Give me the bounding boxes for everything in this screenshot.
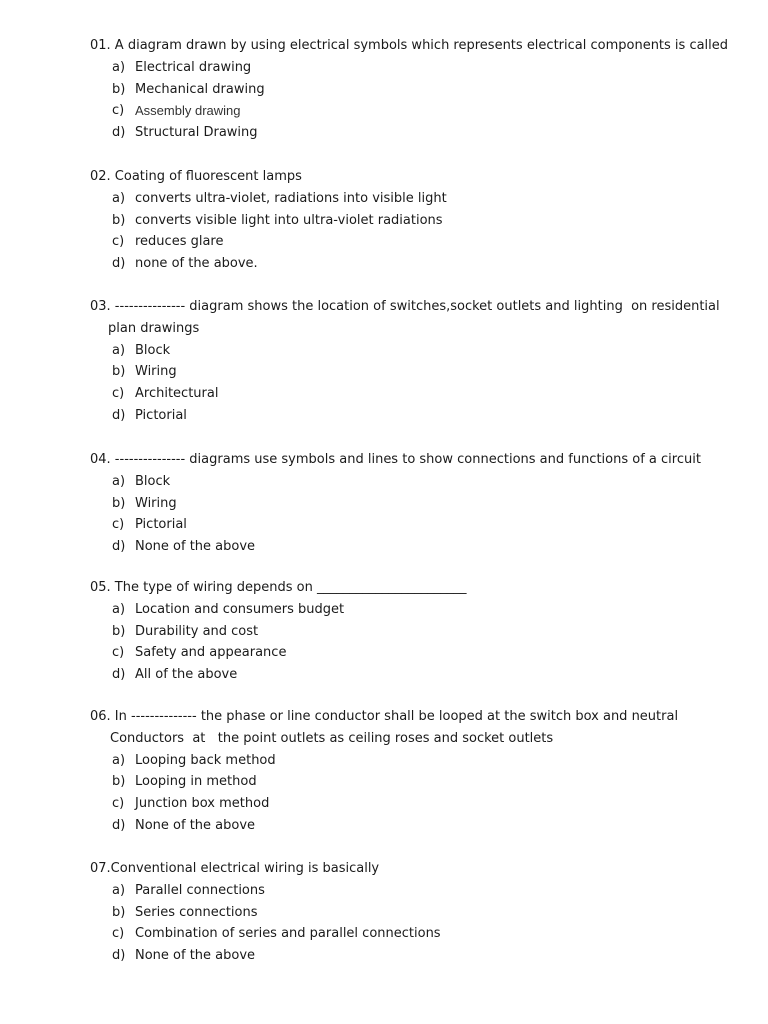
option-c bbox=[90, 100, 710, 122]
option-text: Parallel connections bbox=[135, 882, 265, 898]
option-text: Durability and cost bbox=[135, 623, 259, 639]
question-stem: 04. --------------- diagrams use symbols and lines to show connections and functions of a circuit bbox=[90, 452, 701, 467]
option-d bbox=[90, 253, 710, 275]
option-a bbox=[90, 57, 710, 79]
option-b bbox=[90, 79, 710, 101]
option-letter: a) bbox=[112, 882, 126, 898]
option-text: Block bbox=[135, 342, 171, 358]
option-text: none of the above. bbox=[135, 256, 258, 272]
option-text: None of the above bbox=[135, 539, 256, 555]
option-letter: b) bbox=[112, 364, 126, 380]
option-c bbox=[90, 923, 710, 945]
option-letter: c) bbox=[112, 796, 125, 812]
option-letter: c) bbox=[112, 926, 125, 942]
option-letter: d) bbox=[112, 948, 126, 964]
option-text: Combination of series and parallel connections bbox=[135, 926, 441, 942]
question-06 bbox=[90, 706, 710, 837]
option-letter: b) bbox=[112, 774, 126, 790]
question-stem: 03. --------------- diagram shows the location of switches,socket outlets and lighting on residential bbox=[90, 299, 720, 314]
option-b bbox=[90, 621, 710, 643]
option-c bbox=[90, 793, 710, 815]
option-text: All of the above bbox=[135, 667, 238, 683]
option-letter: a) bbox=[112, 59, 126, 75]
question-01 bbox=[90, 35, 729, 144]
option-c bbox=[90, 514, 710, 536]
option-b bbox=[90, 902, 710, 924]
option-text: reduces glare bbox=[135, 234, 224, 250]
option-text: Structural Drawing bbox=[135, 125, 258, 141]
option-letter: c) bbox=[112, 517, 125, 533]
option-d bbox=[90, 536, 710, 558]
option-a bbox=[90, 188, 710, 210]
option-letter: d) bbox=[112, 125, 126, 141]
option-d bbox=[90, 405, 710, 427]
option-text: Electrical drawing bbox=[135, 59, 252, 75]
option-text: Assembly drawing bbox=[135, 103, 241, 119]
option-text: Safety and appearance bbox=[135, 645, 287, 661]
question-stem-continuation: plan drawings bbox=[108, 320, 200, 336]
option-text: converts ultra-violet, radiations into visible light bbox=[135, 190, 447, 206]
option-letter: a) bbox=[112, 752, 126, 768]
option-letter: d) bbox=[112, 256, 126, 272]
option-a bbox=[90, 340, 710, 362]
option-letter: b) bbox=[112, 495, 126, 511]
question-02 bbox=[90, 166, 710, 275]
option-text: None of the above bbox=[135, 948, 256, 964]
option-letter: c) bbox=[112, 103, 125, 119]
option-text: Architectural bbox=[135, 386, 219, 402]
option-letter: c) bbox=[112, 386, 125, 402]
option-c bbox=[90, 642, 710, 664]
option-text: Series connections bbox=[135, 904, 258, 920]
question-03 bbox=[90, 296, 720, 427]
option-text: Pictorial bbox=[135, 517, 187, 533]
option-a bbox=[90, 471, 710, 493]
option-text: None of the above bbox=[135, 817, 256, 833]
option-letter: d) bbox=[112, 407, 126, 423]
question-04 bbox=[90, 449, 710, 558]
option-a bbox=[90, 880, 710, 902]
option-b bbox=[90, 771, 710, 793]
option-letter: d) bbox=[112, 817, 126, 833]
option-b bbox=[90, 361, 710, 383]
option-text: Mechanical drawing bbox=[135, 81, 265, 97]
option-text: converts visible light into ultra-violet radiations bbox=[135, 212, 443, 228]
option-letter: b) bbox=[112, 623, 126, 639]
question-stem: 07.Conventional electrical wiring is basically bbox=[90, 861, 380, 876]
option-text: Location and consumers budget bbox=[135, 601, 345, 617]
option-b bbox=[90, 210, 710, 232]
question-stem: 01. A diagram drawn by using electrical symbols which represents electrical components is called bbox=[90, 38, 729, 53]
option-letter: b) bbox=[112, 212, 126, 228]
question-stem: 02. Coating of fluorescent lamps bbox=[90, 169, 302, 184]
option-d bbox=[90, 815, 710, 837]
option-letter: d) bbox=[112, 539, 126, 555]
option-text: Wiring bbox=[135, 364, 177, 380]
option-letter: d) bbox=[112, 667, 126, 683]
option-b bbox=[90, 493, 710, 515]
option-text: Looping back method bbox=[135, 752, 276, 768]
option-text: Pictorial bbox=[135, 407, 187, 423]
question-07 bbox=[90, 858, 710, 967]
option-text: Block bbox=[135, 473, 171, 489]
question-stem-continuation: Conductors at the point outlets as ceiling roses and socket outlets bbox=[110, 730, 554, 746]
option-letter: b) bbox=[112, 81, 126, 97]
option-d bbox=[90, 664, 710, 686]
option-letter: b) bbox=[112, 904, 126, 920]
option-a bbox=[90, 750, 710, 772]
option-text: Junction box method bbox=[135, 796, 270, 812]
option-letter: a) bbox=[112, 473, 126, 489]
question-stem: 06. In -------------- the phase or line conductor shall be looped at the switch box and neutral bbox=[90, 709, 679, 724]
question-stem: 05. The type of wiring depends on _______________________ bbox=[90, 580, 467, 595]
option-c bbox=[90, 383, 710, 405]
option-letter: a) bbox=[112, 601, 126, 617]
option-letter: c) bbox=[112, 234, 125, 250]
option-d bbox=[90, 122, 710, 144]
option-text: Wiring bbox=[135, 495, 177, 511]
option-letter: a) bbox=[112, 342, 126, 358]
option-c bbox=[90, 231, 710, 253]
option-text: Looping in method bbox=[135, 774, 257, 790]
option-letter: a) bbox=[112, 190, 126, 206]
question-05 bbox=[90, 577, 710, 686]
option-letter: c) bbox=[112, 645, 125, 661]
option-d bbox=[90, 945, 710, 967]
option-a bbox=[90, 599, 710, 621]
